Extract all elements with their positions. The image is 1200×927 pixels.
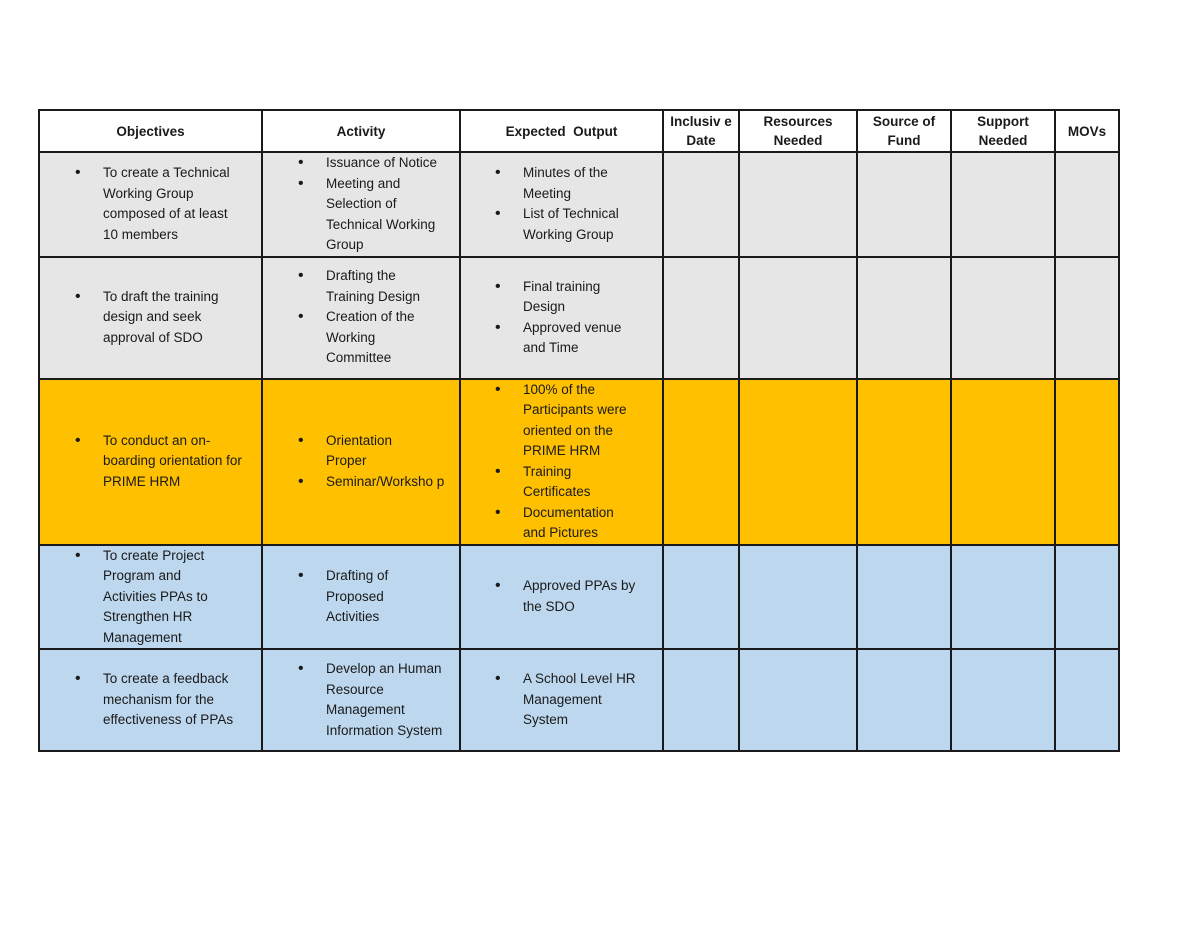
resources-needed-cell (739, 257, 857, 379)
activity-cell (262, 545, 460, 650)
objective-text: • To draft the training design and seek approval of SDO (40, 287, 261, 349)
movs-cell (1055, 649, 1119, 751)
output-item: • A School Level HR Management System (461, 669, 662, 731)
output-item: • Approved venue and Time (461, 318, 662, 359)
output-item: • Minutes of the Meeting (461, 163, 662, 204)
header-row (39, 110, 1119, 152)
movs-cell (1055, 152, 1119, 257)
objective-text: • To create Project Program and Activities PPAs to Strengthen HR Management (40, 546, 261, 649)
header-inclusive-date: Inclusiv e Date (663, 110, 739, 152)
support-needed-cell (951, 649, 1055, 751)
source-of-fund-cell (857, 649, 951, 751)
activity-item: • Drafting the Training Design (263, 266, 459, 307)
header-activity: Activity (262, 110, 460, 152)
action-plan-table (38, 109, 1120, 752)
table-row (39, 379, 1119, 545)
table-row (39, 649, 1119, 751)
inclusive-date-cell (663, 545, 739, 650)
output-item: • List of Technical Working Group (461, 204, 662, 245)
objective-cell (39, 545, 262, 650)
activity-cell (262, 257, 460, 379)
inclusive-date-cell (663, 649, 739, 751)
objective-cell (39, 379, 262, 545)
output-item: • Final training Design (461, 277, 662, 318)
objective-cell (39, 152, 262, 257)
support-needed-cell (951, 379, 1055, 545)
header-expected-output: Expected Output (460, 110, 663, 152)
objective-text: • To create a feedback mechanism for the effectiveness of PPAs (40, 669, 261, 731)
support-needed-cell (951, 545, 1055, 650)
objective-text: • To create a Technical Working Group composed of at least 10 members (40, 163, 261, 245)
resources-needed-cell (739, 649, 857, 751)
header-source-of-fund: Source of Fund (857, 110, 951, 152)
activity-item: • Meeting and Selection of Technical Working Group (263, 174, 459, 256)
source-of-fund-cell (857, 152, 951, 257)
output-cell (460, 152, 663, 257)
output-cell (460, 379, 663, 545)
activity-cell (262, 649, 460, 751)
activity-item: • Seminar/Worksho p (263, 472, 459, 493)
table-row (39, 545, 1119, 650)
header-support-needed: Support Needed (951, 110, 1055, 152)
objective-cell (39, 649, 262, 751)
movs-cell (1055, 379, 1119, 545)
activity-cell (262, 152, 460, 257)
output-item: • 100% of the Participants were oriented on the PRIME HRM (461, 380, 662, 462)
resources-needed-cell (739, 379, 857, 545)
activity-cell (262, 379, 460, 545)
support-needed-cell (951, 152, 1055, 257)
header-movs: MOVs (1055, 110, 1119, 152)
objective-text: • To conduct an on-boarding orientation for PRIME HRM (40, 431, 261, 493)
inclusive-date-cell (663, 379, 739, 545)
output-item: • Documentation and Pictures (461, 503, 662, 544)
output-cell (460, 649, 663, 751)
activity-item: • Drafting of Proposed Activities (263, 566, 459, 628)
support-needed-cell (951, 257, 1055, 379)
activity-item: • Develop an Human Resource Management Information System (263, 659, 459, 741)
output-cell (460, 545, 663, 650)
output-item: • Training Certificates (461, 462, 662, 503)
header-resources-needed: Resources Needed (739, 110, 857, 152)
source-of-fund-cell (857, 257, 951, 379)
inclusive-date-cell (663, 152, 739, 257)
movs-cell (1055, 545, 1119, 650)
output-cell (460, 257, 663, 379)
source-of-fund-cell (857, 545, 951, 650)
table-row (39, 257, 1119, 379)
resources-needed-cell (739, 152, 857, 257)
resources-needed-cell (739, 545, 857, 650)
activity-item: • Issuance of Notice (263, 153, 459, 174)
objective-cell (39, 257, 262, 379)
activity-item: • Orientation Proper (263, 431, 459, 472)
movs-cell (1055, 257, 1119, 379)
output-item: • Approved PPAs by the SDO (461, 576, 662, 617)
table-row (39, 152, 1119, 257)
source-of-fund-cell (857, 379, 951, 545)
header-objectives: Objectives (39, 110, 262, 152)
activity-item: • Creation of the Working Committee (263, 307, 459, 369)
inclusive-date-cell (663, 257, 739, 379)
